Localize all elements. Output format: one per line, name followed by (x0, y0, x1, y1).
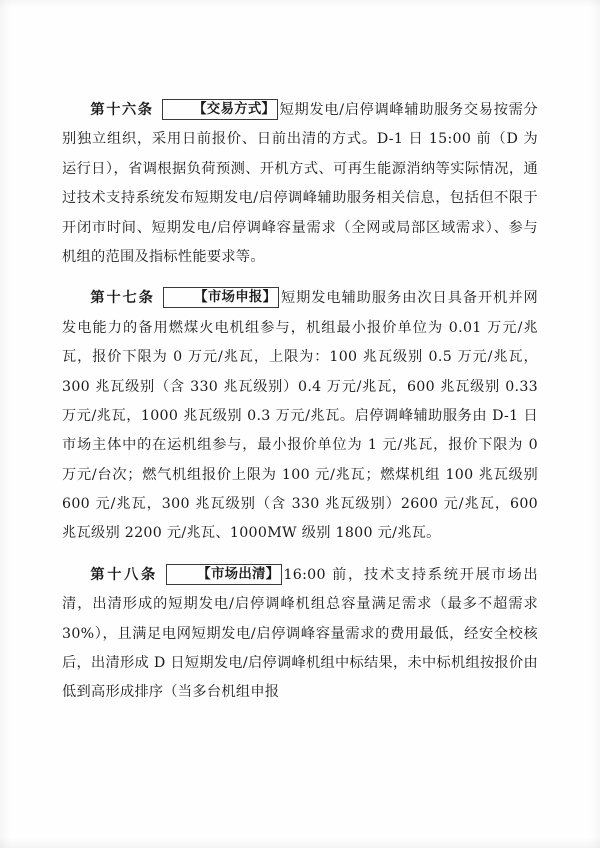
article-number: 第十七条 (90, 290, 155, 307)
article-paragraph (62, 96, 538, 272)
article-number: 第十六条 (90, 102, 154, 118)
article-text: 16:00 前，技术支持系统开展市场出清，出清形成的短期发电/启停调峰机组总容量满足需求（最多不超需求 30%），且满足电网短期发电/启停调峰容量需求的费用最低，经安全校核后，出清形成 D 日短期发电/启停调峰机组中标结果，未中标机组按报价由低到高形成排序（当多台机组申报 (62, 566, 538, 701)
document-body (62, 96, 538, 708)
article-text: 短期发电辅助服务由次日具备开机并网发电能力的备用燃煤火电机组参与，机组最小报价单位为 0.01 万元/兆瓦，报价下限为 0 万元/兆瓦，上限为：100 兆瓦级别 0.5 万元/兆瓦，300 兆瓦级别（含 330 兆瓦级别）0.4 万元/兆瓦，600 兆瓦级别 0.33 万元/兆瓦，1000 兆瓦级别 0.3 万元/兆瓦。启停调峰辅助服务由 D-1 日市场主体中的在运机组参与，最小报价单位为 1 元/兆瓦，报价下限为 0 万元/台次；燃气机组报价上限为 100 元/兆瓦；燃煤机组 100 兆瓦级别 600 元/兆瓦，300 兆瓦级别（含 330 兆瓦级别）2600 元/兆瓦，600 兆瓦级别 2200 元/兆瓦、1000MW 级别 1800 元/兆瓦。 (62, 290, 538, 542)
page-edge-shade-left (0, 0, 10, 848)
page-edge-shade-right (590, 0, 600, 848)
article-tag: 【市场申报】 (163, 287, 280, 308)
article-paragraph (62, 561, 538, 708)
page-edge-shade-top (0, 0, 600, 8)
article-tag: 【交易方式】 (162, 99, 279, 120)
page-edge-shade-bottom (0, 838, 600, 848)
article-tag: 【市场出清】 (166, 564, 283, 585)
article-number: 第十八条 (90, 566, 158, 583)
article-paragraph (62, 284, 538, 549)
article-text: 短期发电/启停调峰辅助服务交易按需分别独立组织，采用日前报价、日前出清的方式。D-1 日 15:00 前（D 为运行日），省调根据负荷预测、开机方式、可再生能源消纳等实际情况，通过技术支持系统发布短期发电/启停调峰辅助服务相关信息，包括但不限于开闭市时间、短期发电/启停调峰容量需求（全网或局部区域需求）、参与机组的范围及指标性能要求等。 (62, 102, 538, 265)
